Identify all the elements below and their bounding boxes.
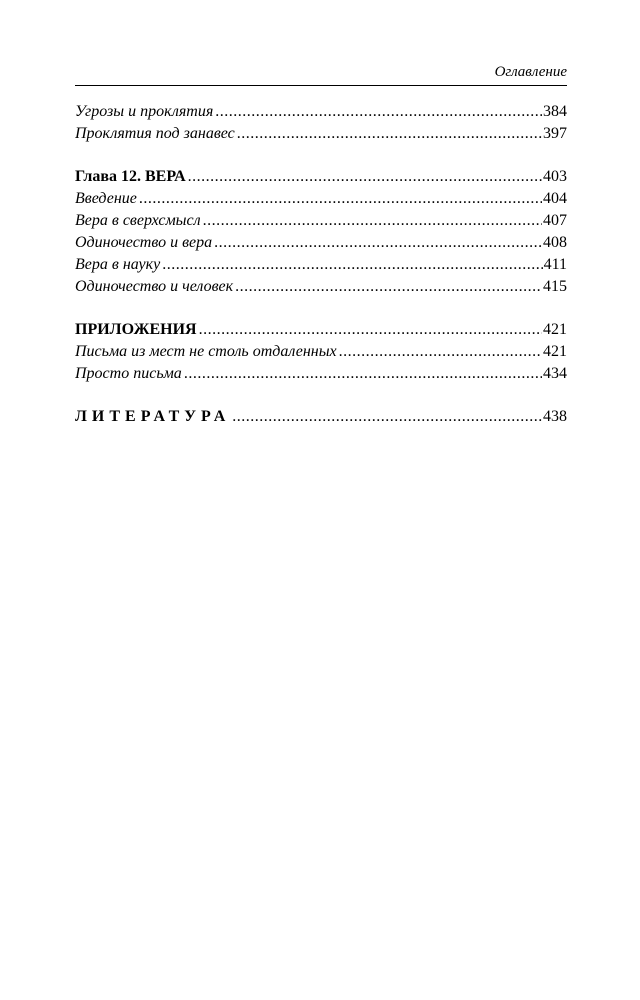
toc-entry-page: 403 xyxy=(543,168,567,185)
toc-entry-page: 397 xyxy=(543,125,567,142)
leader-dots xyxy=(232,406,542,428)
toc-chapter-heading xyxy=(75,166,567,188)
toc-entry-page: 415 xyxy=(543,278,567,295)
toc-group-appendices xyxy=(75,319,567,385)
toc-entry-title: Введение xyxy=(75,190,137,207)
leader-dots xyxy=(214,232,542,254)
toc-entry-title: Глава 12. ВЕРА xyxy=(75,168,186,185)
running-header: Оглавление xyxy=(494,64,567,80)
toc-entry-title: Вера в сверхсмысл xyxy=(75,212,201,229)
toc-entry-page: 438 xyxy=(543,408,567,425)
toc-entry-page: 411 xyxy=(543,256,567,273)
toc-entry-page: 407 xyxy=(543,212,567,229)
leader-dots xyxy=(235,276,542,298)
toc-entry xyxy=(75,188,567,210)
toc-chapter-heading xyxy=(75,319,567,341)
leader-dots xyxy=(339,341,542,363)
header-rule xyxy=(75,85,567,86)
toc-entry-title: Письма из мест не столь отдаленных xyxy=(75,343,337,360)
toc-chapter-heading xyxy=(75,406,567,428)
toc-entry-title: Вера в науку xyxy=(75,256,161,273)
toc-entry xyxy=(75,101,567,123)
leader-dots xyxy=(162,254,542,276)
book-page xyxy=(75,0,567,1000)
toc-entry-page: 421 xyxy=(543,321,567,338)
toc-entry xyxy=(75,210,567,232)
toc-entry-title: Одиночество и вера xyxy=(75,234,213,251)
leader-dots xyxy=(203,210,542,232)
table-of-contents xyxy=(75,101,567,449)
toc-group-1 xyxy=(75,101,567,145)
toc-entry-page: 421 xyxy=(543,343,567,360)
toc-entry-page: 434 xyxy=(543,365,567,382)
toc-group-literature xyxy=(75,406,567,428)
toc-entry-title: ЛИТЕРАТУРА xyxy=(75,408,231,425)
toc-entry xyxy=(75,123,567,145)
toc-entry xyxy=(75,254,567,276)
toc-entry-page: 384 xyxy=(543,103,567,120)
leader-dots xyxy=(237,123,542,145)
leader-dots xyxy=(184,363,542,385)
leader-dots xyxy=(199,319,542,341)
toc-entry-page: 404 xyxy=(543,190,567,207)
toc-entry-title: Одиночество и человек xyxy=(75,278,234,295)
toc-entry-title: Просто письма xyxy=(75,365,182,382)
toc-entry xyxy=(75,232,567,254)
toc-entry xyxy=(75,363,567,385)
toc-entry-title: ПРИЛОЖЕНИЯ xyxy=(75,321,197,338)
leader-dots xyxy=(215,101,542,123)
leader-dots xyxy=(188,166,542,188)
toc-entry xyxy=(75,276,567,298)
toc-entry-title: Проклятия под занавес xyxy=(75,125,235,142)
leader-dots xyxy=(139,188,542,210)
toc-entry-title: Угрозы и проклятия xyxy=(75,103,214,120)
toc-entry xyxy=(75,341,567,363)
toc-group-chapter-12 xyxy=(75,166,567,298)
toc-entry-page: 408 xyxy=(543,234,567,251)
